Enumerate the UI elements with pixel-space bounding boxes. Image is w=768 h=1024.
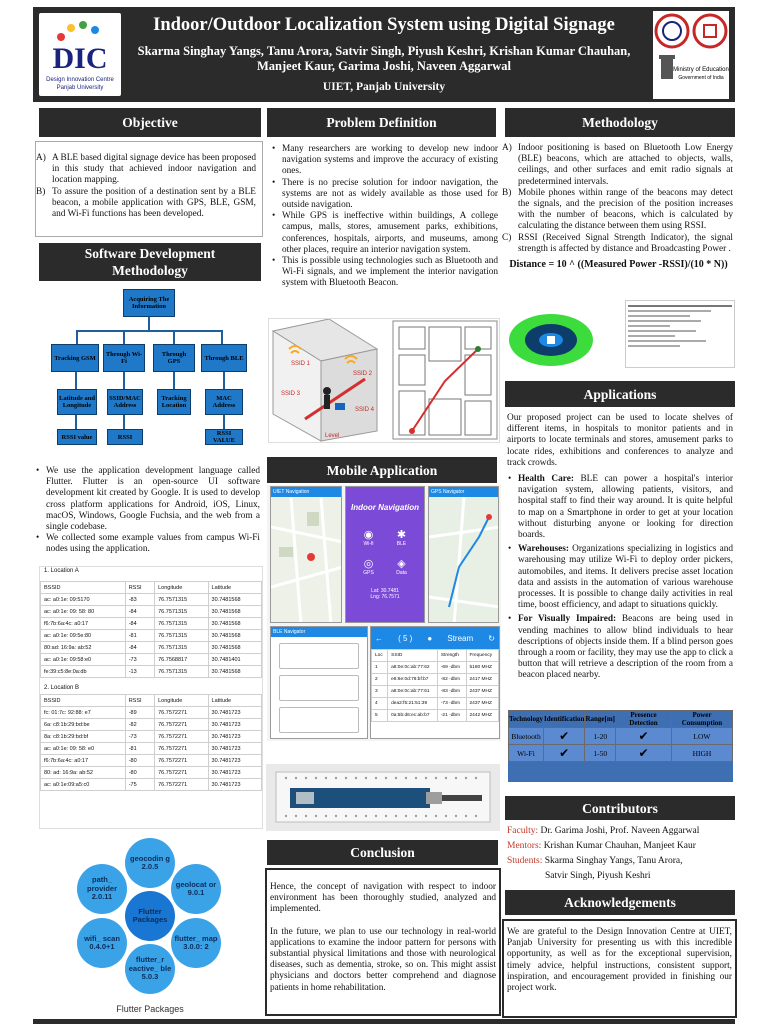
mobile-screens	[267, 485, 501, 741]
table-header-row	[41, 582, 262, 594]
table-row	[372, 698, 499, 710]
table-cell: 30.7481568	[208, 618, 261, 630]
table-row	[41, 618, 262, 630]
flow-latlng: Latitude and Longitude	[57, 389, 97, 415]
poster-header	[33, 7, 735, 102]
problem-bullet: • While GPS is ineffective within buildings, A college campus, malls, stores, amusement parks, exhibitions, conferences, hospitals, airports, and museums, among other places, require an interior navigation system.	[271, 211, 498, 256]
objective-list	[36, 142, 262, 220]
methodology-panel	[502, 141, 735, 298]
flow-ssid: SSID/MAC Address	[107, 389, 143, 415]
table-row	[41, 666, 262, 678]
objective-item: B) To assure the position of a destination sent by a BLE beacon, a mobile application with GPS, BLE, GSM, and Wi-Fi functions has been developed.	[36, 186, 256, 220]
svg-text:Design Innovation Centre: Design Innovation Centre	[46, 77, 114, 83]
gps-option[interactable]: ◎ GPS	[354, 557, 383, 576]
table-row	[41, 642, 262, 654]
table-cell: -84	[125, 618, 154, 630]
application-item: • Health Care: BLE can power a hospital's interior navigation system, allowing patients, visitors, and hospital staff to find their way around. It is quite helpful to map on a Smartphone in order to get at your location without disturbing anyone or looking for direction boards.	[507, 474, 733, 541]
serial-log-screenshot	[625, 300, 735, 368]
conclusion-paragraph-1: Hence, the concept of navigation with respect to indoor environment has been thoroughly studied, analyzed and implemented.	[270, 882, 496, 915]
table-cell: ✔	[616, 745, 672, 762]
table-cell: 30.7481723	[208, 743, 261, 755]
table-cell: 76.7572271	[155, 779, 208, 791]
flutter-packages-diagram	[67, 838, 233, 1021]
poster-affiliation: UIET, Panjab University	[322, 81, 446, 93]
table-cell: SSID	[388, 650, 438, 662]
package-reactive-ble: flutter_r eactive_ ble 5.0.3	[125, 944, 175, 994]
table-cell: Longitude	[155, 695, 208, 707]
dic-logo	[39, 13, 121, 96]
table-cell: Presence Detection	[616, 711, 672, 728]
table-cell: 2417 MHZ	[466, 674, 499, 686]
mobile-heading: Mobile Application	[267, 457, 497, 483]
bluetooth-icon: ✱	[396, 529, 407, 541]
methodology-item: B) Mobile phones within range of the beacons may detect the signals, and the precision of the position increases with the number of beacons, which is calculated by calculating the distance between them using RSSI.	[502, 187, 733, 232]
table-cell: 0a:5b:d6:ec:ab:b7	[388, 710, 438, 722]
methodology-list	[502, 141, 735, 255]
table-cell: Loc	[372, 650, 388, 662]
table-row	[372, 674, 499, 686]
svg-text:Ministry of Education: Ministry of Education	[673, 67, 729, 73]
table-cell: ac: a0:1e: 09: 58: e0	[41, 743, 126, 755]
table-cell: f6:7b:6a:4c: a0:17	[41, 755, 126, 767]
table-cell: -84	[125, 642, 154, 654]
faculty-line: Faculty: Dr. Garima Joshi, Prof. Naveen Aggarwal	[507, 826, 700, 836]
application-item: • Warehouses: Organizations specializing in logistics and warehousing may utilize Wi-Fi to deploy order pickers, automobiles, and items. It delivers precise asset location data and assists in the automation of various warehouse processes. It is possible to change daily activities in real time, boost efficiency, and adapt to situations quickly.	[507, 544, 733, 611]
table-location-b	[40, 694, 262, 791]
table-header-row	[372, 650, 499, 662]
table-cell: 76.7572271	[155, 743, 208, 755]
table-cell: 30.7481568	[208, 642, 261, 654]
authors-line-2: Manjeet Kaur, Garima Joshi, Naveen Aggarwal	[256, 59, 512, 73]
software-bullets	[35, 466, 263, 556]
acknowledgements-text: We are grateful to the Design Innovation Centre at UIET, Panjab University for presenting us with this incredible opportunity, as well as for the exceptional supervision, timely advice, helpful instructions, consistent support, inspiration, and encouragement provided in finishing our project work.	[507, 927, 732, 994]
table-cell: ac: a0:1e:09:a5:c0	[41, 779, 126, 791]
table-location-a	[40, 581, 262, 678]
table-cell: Strength	[437, 650, 466, 662]
svg-text:Level: Level	[325, 433, 340, 439]
package-center: Flutter Packages	[125, 891, 175, 941]
svg-text:SSID 3: SSID 3	[281, 391, 301, 397]
table-cell: 30.7481568	[208, 606, 261, 618]
table-cell: -83 -dbm	[437, 686, 466, 698]
table-cell: BSSID	[41, 695, 126, 707]
table-cell: 30.7481723	[208, 779, 261, 791]
table-cell: 1	[372, 662, 388, 674]
table-cell: -82	[125, 719, 154, 731]
problem-bullet: • There is no precise solution for indoor navigation, the systems are not as widely available as those used for outside navigation.	[271, 178, 498, 212]
table-cell: Frequency	[466, 650, 499, 662]
applications-intro: Our proposed project can be used to locate shelves of different items, in hospitals to monitor patients and in airports to locate terminals and stores, amusement parks to locate rides, exhibitions and conferences to analyze and track crowds.	[507, 413, 733, 468]
table-cell: 30.7481723	[208, 707, 261, 719]
software-bullet: • We use the application development language called Flutter. Flutter is an open-source UI software development kit created by Google. It is used to develop cross platform applications for Android, iOS, Linux, macOS, Windows, Google Fuchsia, and the web from a single codebase.	[35, 466, 260, 533]
methodology-item: A) Indoor positioning is based on Bluetooth Low Energy (BLE) beacons, which are attached to objects, walls, ceilings, and other surfaces and emit radio signals at predetermined intervals.	[502, 143, 733, 187]
flow-rssi-ble: RSSI VALUE	[205, 429, 243, 445]
table-row	[509, 728, 733, 745]
ble-option[interactable]: ✱ BLE	[387, 528, 416, 547]
table-cell: Identification	[543, 711, 584, 728]
refresh-icon[interactable]: ↻	[488, 633, 495, 643]
wifi-stream-table	[371, 649, 499, 722]
table-row	[41, 779, 262, 791]
table-cell: 76.7571315	[155, 642, 208, 654]
table-cell: 76.7571315	[155, 666, 208, 678]
problem-panel	[267, 141, 501, 309]
data-option[interactable]: ◈ Data	[387, 557, 416, 576]
screen-campus-map: UIET Navigation	[270, 486, 342, 623]
table-cell: 1-50	[585, 745, 616, 762]
table-row	[41, 719, 262, 731]
flow-tracking: Tracking Location	[157, 389, 191, 415]
table-cell: LOW	[671, 728, 732, 745]
table-cell: RSSI	[125, 695, 154, 707]
software-bullet: • We collected some example values from campus Wi-Fi nodes using the application.	[35, 533, 260, 555]
flow-rssi-wifi: RSSI	[107, 429, 143, 445]
table-cell: 2	[372, 674, 388, 686]
svg-text:Government of India: Government of India	[678, 75, 724, 81]
applications-panel	[505, 413, 735, 708]
students-line-2: Satvir Singh, Piyush Keshri	[545, 871, 651, 881]
table-cell: 76.7572271	[155, 731, 208, 743]
applications-list	[505, 472, 735, 682]
table-cell: 76.7572271	[155, 755, 208, 767]
table-cell: fc: 01:7c: 92:88: e7	[41, 707, 126, 719]
software-text	[35, 466, 263, 566]
table-row	[41, 606, 262, 618]
table-cell: 8a: c8:1b:29:bd:bf	[41, 731, 126, 743]
package-geocoding: geocodin g 2.0.5	[125, 838, 175, 888]
table-cell: a8:0e:0c:ab:77:62	[388, 662, 438, 674]
contributors-heading: Contributors	[505, 796, 735, 820]
table-row	[509, 745, 733, 762]
table-cell: -73 -dbm	[437, 698, 466, 710]
table-row	[41, 755, 262, 767]
table-cell: -69 -dbm	[437, 662, 466, 674]
table-cell: 30.7481723	[208, 767, 261, 779]
table-cell: -73	[125, 731, 154, 743]
problem-bullet: • Many researchers are working to develop new indoor navigation systems and improve the accuracy of existing ones.	[271, 144, 498, 178]
table-cell: RSSI	[125, 582, 154, 594]
table-cell: 6a: c8:1b:29:bd:be	[41, 719, 126, 731]
table-cell: 3	[372, 686, 388, 698]
footer-bar	[33, 1019, 735, 1024]
svg-text:SSID 4: SSID 4	[355, 407, 375, 413]
wifi-data-tables	[39, 566, 263, 829]
table-cell: 2437 MHZ	[466, 686, 499, 698]
conclusion-heading: Conclusion	[267, 840, 498, 865]
mentors-line: Mentors: Krishan Kumar Chauhan, Manjeet Kaur	[507, 841, 696, 851]
table-cell: -81	[125, 743, 154, 755]
table-cell: -80	[125, 767, 154, 779]
screen-indoor-navigation-menu: Indoor Navigation ◉ Wi-fi ✱ BLE ◎ GPS ◈ Data Lat: 30.7481 Lng: 76.7571	[345, 486, 425, 623]
table-cell: 76.7571315	[155, 594, 208, 606]
objective-item: A) A BLE based digital signage device has been proposed in this study that achieved indoor navigation and location mapping.	[36, 153, 256, 186]
table-cell: -83	[125, 594, 154, 606]
table-cell: -82 -dbm	[437, 674, 466, 686]
authors-line-1: Skarma Singhay Yangs, Tanu Arora, Satvir Singh, Piyush Keshri, Krishan Kumar Chauhan,	[137, 44, 631, 58]
table-cell: 30.7481723	[208, 731, 261, 743]
contributors-panel	[507, 824, 735, 886]
table-row	[41, 707, 262, 719]
acknowledgements-panel	[502, 919, 737, 1018]
table-cell: 2437 MHZ	[466, 698, 499, 710]
table-cell: 76.7571315	[155, 618, 208, 630]
table-cell: 2442 MHZ	[466, 710, 499, 722]
problem-bullet: • This is possible using technologies such as Bluetooth and Wi-Fi signals, and we implement the interior navigation system with Bluetooth Beacon.	[271, 256, 498, 290]
table-row	[372, 710, 499, 722]
table-cell: a8:0e:0c:ab:77:61	[388, 686, 438, 698]
table-cell: Wi-Fi	[509, 745, 544, 762]
svg-text:SSID 1: SSID 1	[291, 361, 311, 367]
table-cell: Technology	[509, 711, 544, 728]
table-cell: 30.7481568	[208, 666, 261, 678]
table-row	[41, 767, 262, 779]
table-cell: ac: a0:1e: 09:5e:80	[41, 630, 126, 642]
table-cell: 76.7571315	[155, 630, 208, 642]
data-icon: ◈	[397, 558, 406, 570]
table-cell: 30.7481401	[208, 654, 261, 666]
back-arrow-icon[interactable]: ←	[375, 633, 383, 643]
table-cell: dea2:f5:21:51:39	[388, 698, 438, 710]
table-header-row	[509, 711, 733, 728]
table-b-label: 2. Location B	[44, 685, 80, 691]
table-cell: ✔	[616, 728, 672, 745]
table-cell: Range[m]	[585, 711, 616, 728]
table-a-label: 1. Location A	[44, 568, 79, 574]
problem-heading: Problem Definition	[267, 108, 496, 137]
technology-comparison-table	[508, 710, 733, 782]
table-cell: -81	[125, 630, 154, 642]
acknowledgements-heading: Acknowledgements	[505, 890, 735, 915]
table-row	[41, 654, 262, 666]
table-cell: ac: a0:1e: 09:58:e0	[41, 654, 126, 666]
package-path-provider: path_ provider 2.0.11	[77, 864, 127, 914]
table-cell: 76.7572271	[155, 707, 208, 719]
table-cell: Latitude	[208, 695, 261, 707]
table-cell: ✔	[543, 728, 584, 745]
svg-text:DIC: DIC	[52, 42, 108, 75]
table-cell: Power Consumption	[671, 711, 732, 728]
poster-title: Indoor/Outdoor Localization System using Digital Signage	[153, 15, 615, 35]
flow-root: Acquiring The Information	[123, 289, 175, 317]
svg-text:Panjab University: Panjab University	[56, 85, 104, 91]
objective-panel	[35, 141, 263, 237]
svg-text:SSID 2: SSID 2	[353, 371, 373, 377]
table-cell: 5	[372, 710, 388, 722]
wifi-icon: ◉	[363, 529, 374, 541]
table-cell: 76.7568817	[155, 654, 208, 666]
software-flowchart	[35, 283, 263, 455]
screen-wifi-stream: ← ( 5 ) ● Stream ↻ Loc SSID Strength Frequency 1 a8:0e:0c:ab:77:62 -69 -dbm 5180 MHZ 2 e6:6e:0d:78:bf:b7 -82 -dbm 2417 MHZ 3 a8:0e:0c:ab:77:61 -83 -dbm 2437 MHZ 4 dea2:f5:21:51:39 -73 -dbm 2437 MHZ 5 0a:5b:d6:ec:ab:b7 -21 -dbm 2442 MHZ	[370, 626, 500, 739]
table-cell: 80: ad: 16:9a: ab:52	[41, 767, 126, 779]
table-cell: 80:ad: 16:9a: ab:52	[41, 642, 126, 654]
table-header-row	[41, 695, 262, 707]
screen-ble-navigator: BLE Navigator	[270, 626, 368, 739]
flow-wifi: Through Wi-Fi	[103, 344, 145, 372]
table-cell: f6:7b:6a:4c: a0:17	[41, 618, 126, 630]
application-item: • For Visually Impaired: Beacons are being used in vending machines to allow blind individuals to hear descriptions of objects inside them. If a blind person goes through a room or facility, they may use the app to click a button that will retrieve a description of the room from a beacon placed nearby.	[507, 614, 733, 681]
flow-ble: Through BLE	[201, 344, 247, 372]
table-cell: -84	[125, 606, 154, 618]
table-cell: 5180 MHZ	[466, 662, 499, 674]
table-row	[372, 662, 499, 674]
table-row	[41, 743, 262, 755]
table-cell: -21 -dbm	[437, 710, 466, 722]
students-line: Students: Skarma Singhay Yangs, Tanu Arora,	[507, 856, 683, 866]
table-cell: 30.7481723	[208, 755, 261, 767]
flow-rssi-gsm: RSSI value	[57, 429, 97, 445]
university-and-ministry-logos	[653, 11, 729, 99]
table-cell: fe:39:c5:8e:0a:db	[41, 666, 126, 678]
flow-gsm: Tracking GSM	[51, 344, 99, 372]
problem-figure	[268, 318, 500, 443]
table-cell: 30.7481568	[208, 594, 261, 606]
location-pin-icon: ●	[427, 633, 433, 643]
table-cell: HIGH	[671, 745, 732, 762]
table-cell: 76.7572271	[155, 719, 208, 731]
comparison-table	[508, 710, 733, 762]
wifi-option[interactable]: ◉ Wi-fi	[354, 528, 383, 547]
package-wifi-scan: wifi_ scan 0.4.0+1	[77, 918, 127, 968]
table-row	[41, 731, 262, 743]
software-heading: Software Development Methodology	[39, 243, 261, 281]
objective-heading: Objective	[39, 108, 261, 137]
hardware-photo	[266, 764, 500, 831]
gps-icon: ◎	[363, 558, 374, 570]
table-cell: Latitude	[208, 582, 261, 594]
table-row	[372, 686, 499, 698]
table-row	[41, 594, 262, 606]
package-flutter-map: flutter_ map 3.0.0: 2	[171, 918, 221, 968]
conclusion-panel	[265, 868, 501, 1016]
table-cell: 4	[372, 698, 388, 710]
table-cell: 76.7572271	[155, 767, 208, 779]
table-row	[41, 630, 262, 642]
package-geolocator: geolocat or 9.0.1	[171, 864, 221, 914]
table-cell: e6:6e:0d:78:bf:b7	[388, 674, 438, 686]
applications-heading: Applications	[505, 381, 735, 407]
table-cell: 76.7571315	[155, 606, 208, 618]
table-cell: Bluetooth	[509, 728, 544, 745]
flow-gps: Through GPS	[153, 344, 195, 372]
conclusion-paragraph-2: In the future, we plan to use our technology in real-world applications to examine the indoor pattern for persons with substantial physical limitations and those with neurological diseases, such as dementia, stroke, so on. This might assist physicians and doctors better comprehend and diagnose patients in home rehabilitation.	[270, 926, 496, 993]
distance-formula: Distance = 10 ^ ((Measured Power -RSSI)/(10 * N))	[509, 259, 728, 271]
table-cell: 30.7481568	[208, 630, 261, 642]
table-cell: -13	[125, 666, 154, 678]
table-cell: -89	[125, 707, 154, 719]
poster-authors	[125, 44, 643, 74]
table-cell: ac: a0:1e: 09:5170	[41, 594, 126, 606]
methodology-figure	[503, 300, 735, 370]
packages-caption: Flutter Packages	[116, 1004, 184, 1014]
problem-bullets	[267, 141, 501, 290]
table-cell: Longitude	[155, 582, 208, 594]
table-cell: ✔	[543, 745, 584, 762]
table-cell: -80	[125, 755, 154, 767]
table-cell: ac: a0:1e: 09: 58: 80	[41, 606, 126, 618]
table-cell: 30.7481723	[208, 719, 261, 731]
table-cell: BSSID	[41, 582, 126, 594]
table-cell: -75	[125, 779, 154, 791]
methodology-item: C) RSSI (Received Signal Strength Indicator), the signal strength is affected by distance and Broadcasting Power .	[502, 232, 733, 254]
flow-mac: MAC Address	[205, 389, 243, 415]
methodology-heading: Methodology	[505, 108, 735, 137]
table-cell: -73	[125, 654, 154, 666]
table-cell: 1-20	[585, 728, 616, 745]
screen-gps-map: GPS Navigator	[428, 486, 499, 623]
